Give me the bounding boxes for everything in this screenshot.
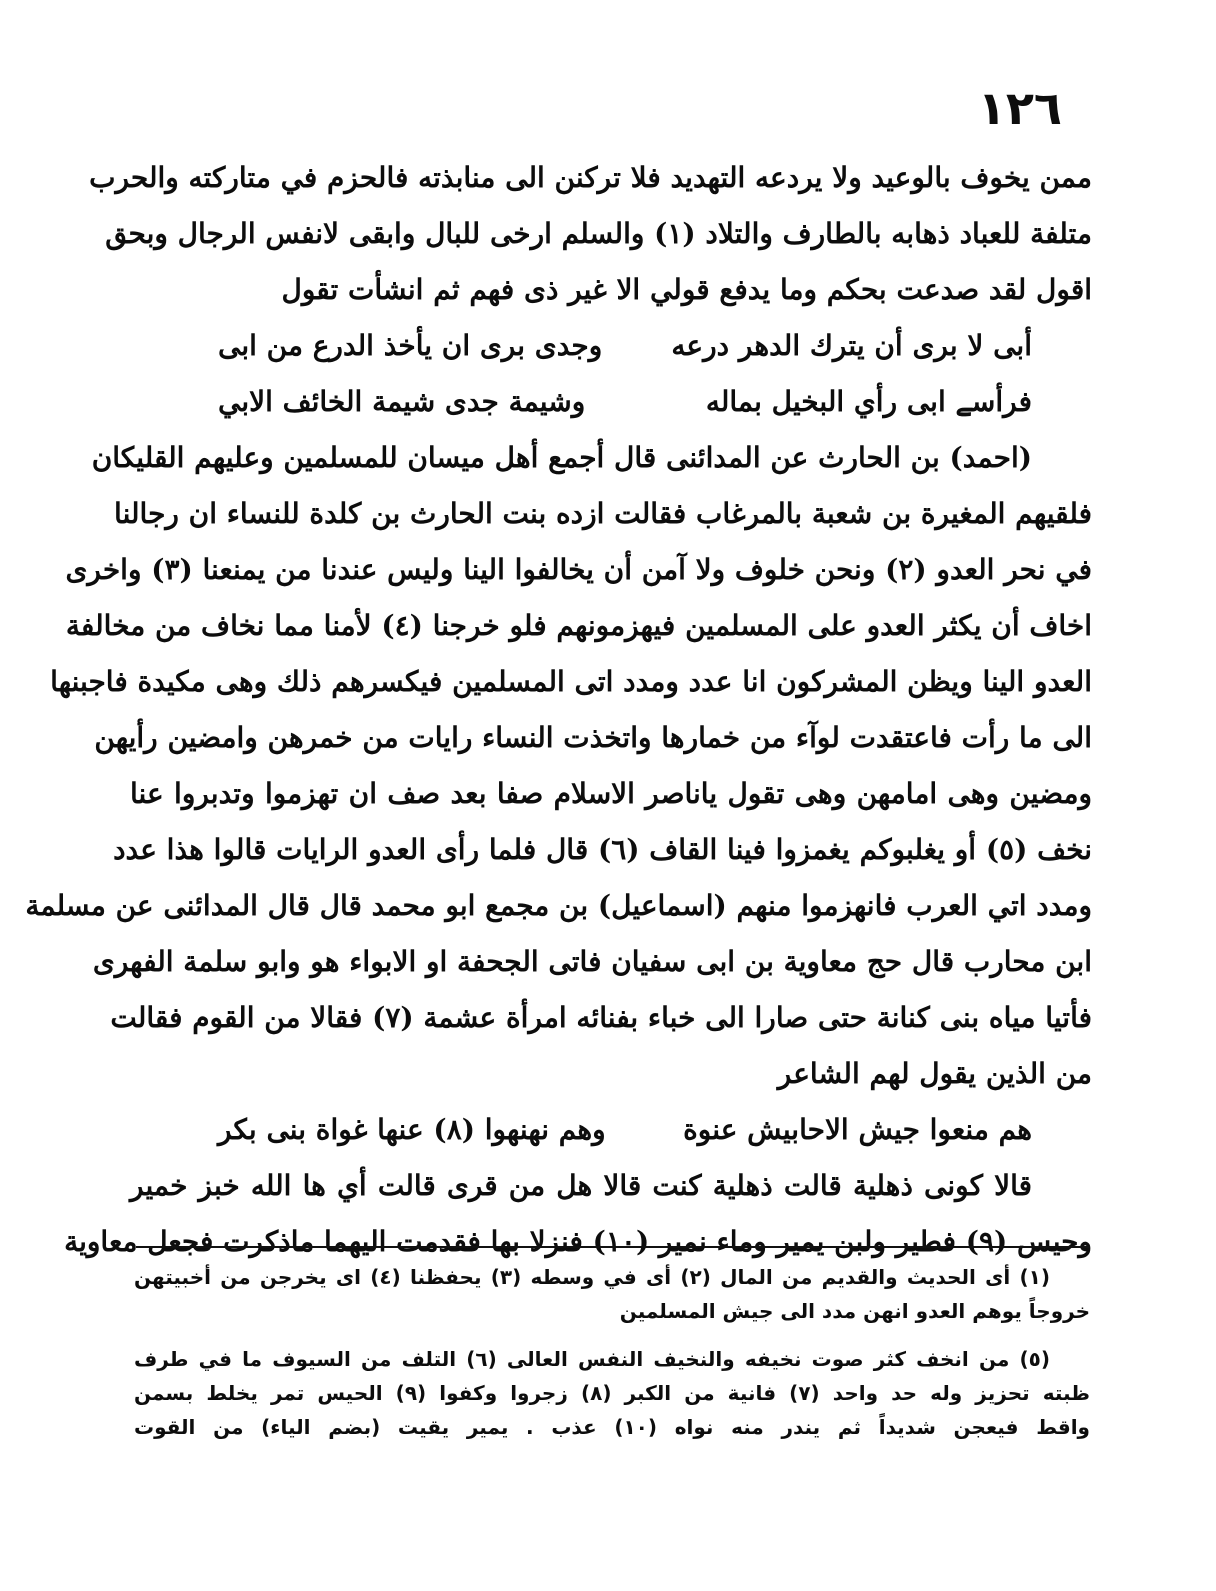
poem-verse xyxy=(130,374,1092,430)
text-line: اخاف أن يكثر العدو على المسلمين فيهزمونهم فلو خرجنا (٤) لأمنا مما نخاف من مخالفة xyxy=(65,609,1092,642)
text-line: من الذين يقول لهم الشاعر xyxy=(777,1057,1092,1090)
text-line: متلفة للعباد ذهابه بالطارف والتلاد (١) والسلم ارخى للبال وابقى لانفس الرجال وبحق xyxy=(105,217,1092,250)
text-line: فلقيهم المغيرة بن شعبة بالمرغاب فقالت ازده بنت الحارث بن كلدة للنساء ان رجالنا xyxy=(114,497,1092,530)
footnote-line: (١) أى الحديث والقديم من المال (٢) أى في وسطه (٣) يحفظنا (٤) اى يخرجن من أخبيتهن xyxy=(134,1265,1050,1289)
footnote-line: واقط فيعجن شديداً ثم يندر منه نواه (١٠) عذب . يمير يقيت (بضم الياء) من القوت xyxy=(134,1415,1090,1439)
text-line: قالا كونى ذهلية قالت ذهلية كنت قالا هل من قرى قالت أي ها الله خبز خمير xyxy=(130,1169,1032,1202)
text-line: ابن محارب قال حج معاوية بن ابى سفيان فاتى الجحفة او الابواء هو وابو سلمة الفهرى xyxy=(92,945,1092,978)
poem-verse xyxy=(130,318,1092,374)
text-line: (احمد) بن الحارث عن المدائنى قال أجمع أهل ميسان للمسلمين وعليهم القليكان xyxy=(91,441,1032,474)
text-line: اقول لقد صدعت بحكم وما يدفع قولي الا غير ذى فهم ثم انشأت تقول xyxy=(281,273,1092,306)
footnote-line: خروجاً يوهم العدو انهن مدد الى جيش المسلمين xyxy=(619,1299,1090,1323)
text-line: في نحر العدو (٢) ونحن خلوف ولا آمن أن يخالفوا الينا وليس عندنا من يمنعنا (٣) واخرى xyxy=(65,553,1092,586)
footnote-line: (٥) من انخف كثر صوت نخيفه والنخيف النفس العالى (٦) التلف من السيوف ما في طرف xyxy=(134,1347,1050,1371)
verse-first-hemistich: أبى لا برى أن يترك الدهر درعه xyxy=(671,329,1032,362)
text-line: العدو الينا ويظن المشركون انا عدد ومدد اتى المسلمين فيكسرهم ذلك وهى مكيدة فاجبنها xyxy=(50,665,1092,698)
page-number: ١٢٦ xyxy=(977,81,1062,135)
verse-second-hemistich: وشيمة جدى شيمة الخائف الابي xyxy=(218,385,586,418)
text-line: ممن يخوف بالوعيد ولا يردعه التهديد فلا تركنن الى منابذته فالحزم في متاركته والحرب xyxy=(89,161,1092,194)
text-line: وحيس (٩) فطير ولبن يمير وماء نمير (١٠) فنزلا بها فقدمت اليهما ماذكرت فجعل معاوية xyxy=(64,1225,1092,1258)
text-line: نخف (٥) أو يغلبوكم يغمزوا فينا القاف (٦) قال فلما رأى العدو الرايات قالوا هذا عدد xyxy=(113,833,1092,866)
text-line: ومدد اتي العرب فانهزموا منهم (اسماعيل) بن مجمع ابو محمد قال قال المدائنى عن مسلمة xyxy=(25,889,1092,922)
footnote-gap xyxy=(134,1328,1090,1342)
main-text xyxy=(25,150,1092,1270)
text-line: ومضين وهى امامهن وهى تقول ياناصر الاسلام صفا بعد صف ان تهزموا وتدبروا عنا xyxy=(130,777,1092,810)
verse-second-hemistich: وجدى برى ان يأخذ الدرع من ابى xyxy=(218,329,603,362)
footnotes xyxy=(134,1260,1090,1444)
text-line: فأتيا مياه بنى كنانة حتى صارا الى خباء بفنائه امرأة عشمة (٧) فقالا من القوم فقالت xyxy=(110,1001,1092,1034)
verse-second-hemistich: وهم نهنهوا (٨) عنها غواة بنى بكر xyxy=(218,1113,606,1146)
verse-first-hemistich: هم منعوا جيش الاحابيش عنوة xyxy=(683,1113,1032,1146)
verse-first-hemistich: فرأسے ابى رأي البخيل بماله xyxy=(705,385,1032,418)
footnote-separator xyxy=(136,1246,1090,1248)
poem-verse xyxy=(130,1102,1092,1158)
footnote-line: ظبته تحزيز وله حد واحد (٧) فانية من الكبر (٨) زجروا وكفوا (٩) الحيس تمر يخلط بسمن xyxy=(134,1381,1091,1405)
text-line: الى ما رأت فاعتقدت لوآء من خمارها واتخذت النساء رايات من خمرهن وامضين رأيهن xyxy=(94,721,1092,754)
